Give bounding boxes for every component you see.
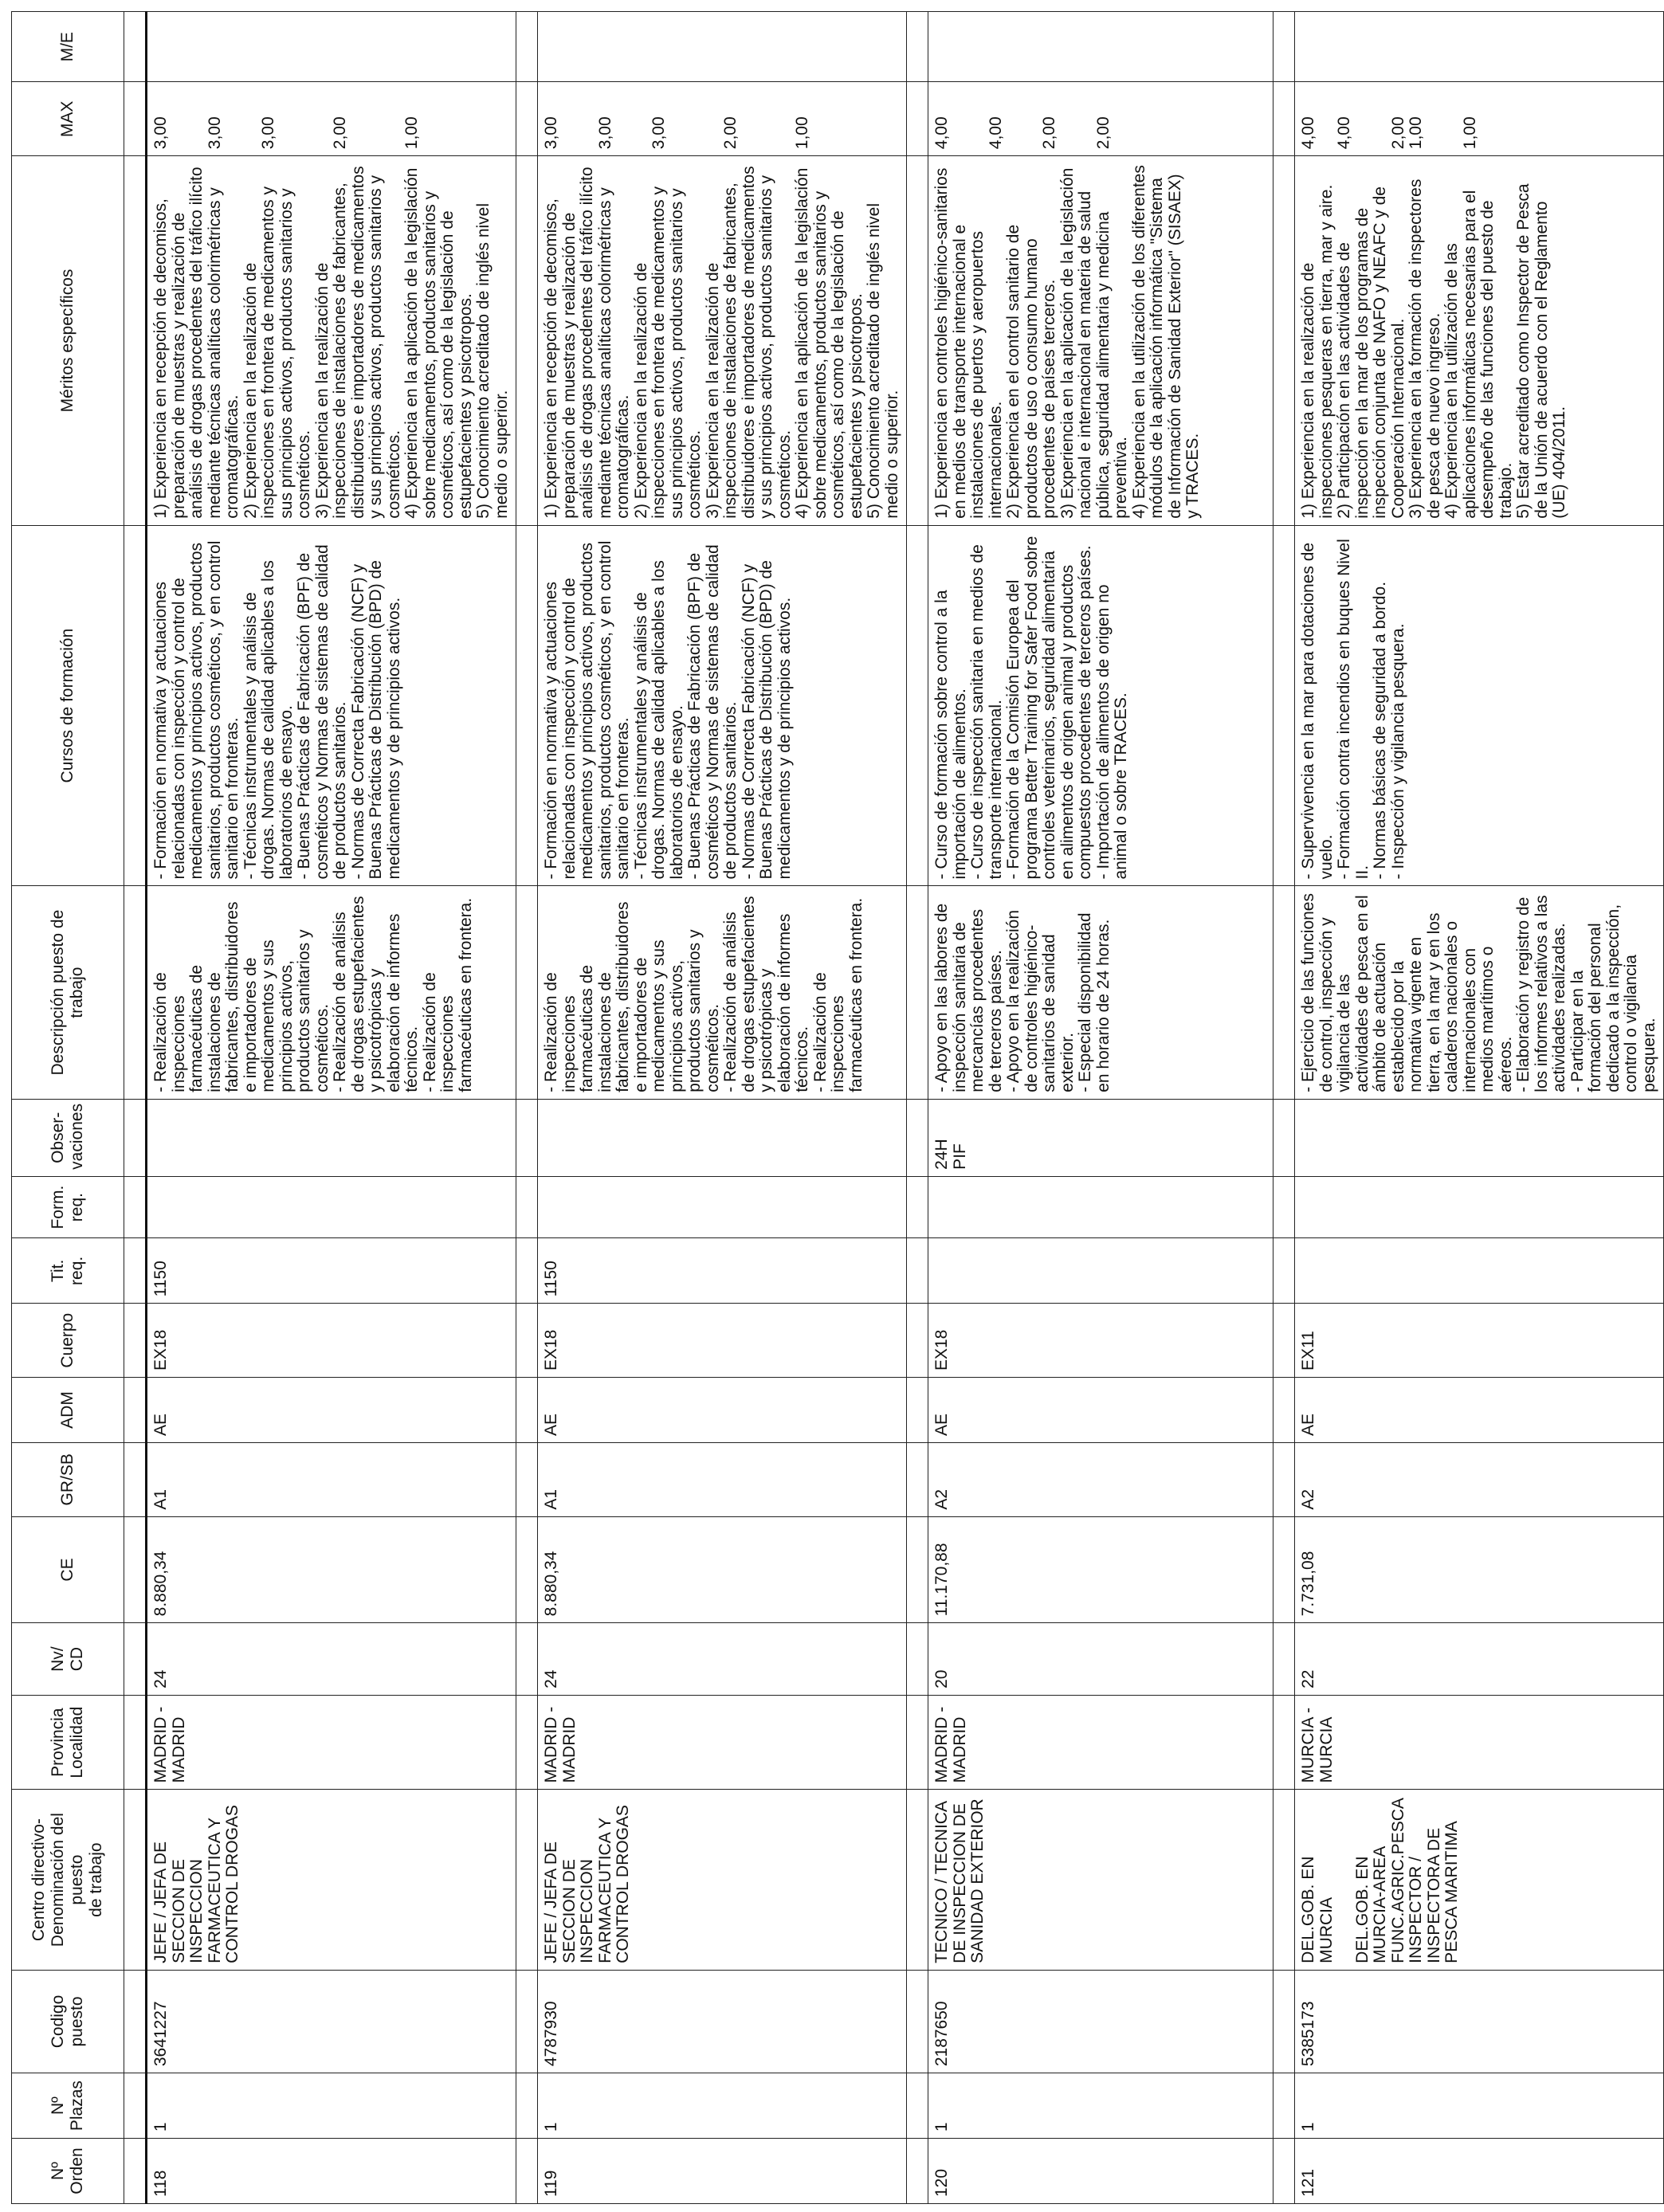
cell-codigo: 4787930: [538, 1970, 907, 2073]
cell-me: [1295, 12, 1664, 83]
table-row: [928, 12, 1274, 2204]
cell-cuerpo: EX18: [928, 1304, 1274, 1378]
table-row: [1295, 12, 1664, 2204]
cell-descripcion: - Realización de inspecciones farmacéuticas de instalaciones de fabricantes, distribuidores e importadores de medicamentos y sus principios activos, productos sanitarios y cosméticos. - Realización de análisis de drogas estupefacientes y psicotrópicas y elaboración de informes técnicos. - Realización de inspecciones farmacéuticas en frontera.: [147, 886, 516, 1099]
cell-titulacion: [1295, 1238, 1664, 1304]
header-plazas: Nº Plazas: [12, 2073, 124, 2139]
cell-me: [928, 12, 1274, 83]
header-formacion: Form. req.: [12, 1176, 124, 1238]
cell-centro: JEFE / JEFA DE SECCION DE INSPECCION FARMACEUTICA Y CONTROL DROGAS: [538, 1790, 907, 1970]
cell-ce: 11.170,88: [928, 1516, 1274, 1623]
cell-orden: 118: [147, 2139, 516, 2204]
header-provincia: Provincia Localidad: [12, 1695, 124, 1790]
header-observaciones: Obser- vaciones: [12, 1099, 124, 1176]
cell-me: [538, 12, 907, 83]
cell-plazas: 1: [147, 2073, 516, 2139]
cell-centro: JEFE / JEFA DE SECCION DE INSPECCION FARMACEUTICA Y CONTROL DROGAS: [147, 1790, 516, 1970]
header-descripcion: Descripción puesto de trabajo: [12, 886, 124, 1099]
cell-adm: AE: [538, 1378, 907, 1443]
cell-max: 4,00 4,00 2,00 2,00: [928, 82, 1274, 156]
cell-max: 3,00 3,00 3,00 2,00 1,00: [147, 82, 516, 156]
cell-titulacion: 1150: [538, 1238, 907, 1304]
cell-grupo: A2: [1295, 1442, 1664, 1516]
cell-descripcion: - Realización de inspecciones farmacéuticas de instalaciones de fabricantes, distribuidores e importadores de medicamentos y sus principios activos, productos sanitarios y cosméticos. - Realización de análisis de drogas estupefacientes y psicotrópicas y elaboración de informes técnicos. - Realización de inspecciones farmacéuticas en frontera.: [538, 886, 907, 1099]
cell-formacion: [928, 1176, 1274, 1238]
header-codigo: Codigo puesto: [12, 1970, 124, 2073]
table-row: [147, 12, 516, 2204]
cell-grupo: A1: [147, 1442, 516, 1516]
header-cursos: Cursos de formación: [12, 525, 124, 886]
cell-plazas: 1: [1295, 2073, 1664, 2139]
header-titulacion: Tit. req.: [12, 1238, 124, 1304]
cell-me: [147, 12, 516, 83]
cell-orden: 120: [928, 2139, 1274, 2204]
cell-titulacion: 1150: [147, 1238, 516, 1304]
cell-cuerpo: EX18: [147, 1304, 516, 1378]
cell-meritos: 1) Experiencia en recepción de decomisos, preparación de muestras y realización de análisis de drogas procedentes del tráfico ilícito mediante técnicas analíticas colorimétricas y cromatográficas. 2) Experiencia en la realización de inspecciones en frontera de medicamentos y sus principios activos, productos sanitarios y cosméticos. 3) Experiencia en la realización de inspecciones de instalaciones de fabricantes, distribuidores e importadores de medicamentos y sus principios activos, productos sanitarios y cosméticos. 4) Experiencia en la aplicación de la legislación sobre medicamentos, productos sanitarios y cosméticos, así como de la legislación de estupefacientes y psicotropos. 5) Conocimiento acreditado de inglés nivel medio o superior.: [538, 156, 907, 526]
header-nivel: Nv/ CD: [12, 1623, 124, 1696]
cell-provincia: MADRID - MADRID: [928, 1695, 1274, 1790]
cell-centro: DEL.GOB. EN MURCIA DEL.GOB. EN MURCIA-AREA FUNC.AGRIC.PESCA INSPECTOR / INSPECTORA DE PESCA MARITIMA: [1295, 1790, 1664, 1970]
cell-formacion: [147, 1176, 516, 1238]
cell-provincia: MADRID - MADRID: [147, 1695, 516, 1790]
separator-row: [516, 12, 538, 2204]
header-meritos: Méritos específicos: [12, 156, 124, 526]
header-orden: Nº Orden: [12, 2139, 124, 2204]
header-row: [12, 12, 124, 2204]
cell-adm: AE: [147, 1378, 516, 1443]
separator-row: [907, 12, 928, 2204]
cell-provincia: MURCIA - MURCIA: [1295, 1695, 1664, 1790]
cell-orden: 119: [538, 2139, 907, 2204]
header-ce: CE: [12, 1516, 124, 1623]
header-max: MAX: [12, 82, 124, 156]
cell-meritos: 1) Experiencia en recepción de decomisos, preparación de muestras y realización de análisis de drogas procedentes del tráfico ilícito mediante técnicas analíticas colorimétricas y cromatográficas. 2) Experiencia en la realización de inspecciones en frontera de medicamentos y sus principios activos, productos sanitarios y cosméticos. 3) Experiencia en la realización de inspecciones de instalaciones de fabricantes, distribuidores e importadores de medicamentos y sus principios activos, productos sanitarios y cosméticos. 4) Experiencia en la aplicación de la legislación sobre medicamentos, productos sanitarios y cosméticos, así como de la legislación de estupefacientes y psicotropos. 5) Conocimiento acreditado de inglés nivel medio o superior.: [147, 156, 516, 526]
cell-provincia: MADRID - MADRID: [538, 1695, 907, 1790]
header-cuerpo: Cuerpo: [12, 1304, 124, 1378]
header-grupo: GR/SB: [12, 1442, 124, 1516]
cell-nivel: 24: [147, 1623, 516, 1696]
cell-observaciones: [147, 1099, 516, 1176]
cell-plazas: 1: [538, 2073, 907, 2139]
cell-grupo: A2: [928, 1442, 1274, 1516]
cell-meritos: 1) Experiencia en la realización de inspecciones pesqueras en tierra, mar y aire. 2) Participación en las actividades de inspección en la mar de los programas de inspección conjunta de NAFO y NEAFC y de Cooperación Internacional. 3) Experiencia en la formación de inspectores de pesca de nuevo ingreso. 4) Experiencia en la utilización de las aplicaciones informáticas necesarias para el desempeño de las funciones del puesto de trabajo. 5) Estar acreditado como Inspector de Pesca de la Unión de acuerdo con el Reglamento (UE) 404/2011.: [1295, 156, 1664, 526]
cell-adm: AE: [1295, 1378, 1664, 1443]
cell-formacion: [538, 1176, 907, 1238]
cell-observaciones: 24H PIF: [928, 1099, 1274, 1176]
cell-descripcion: - Ejercicio de las funciones de control, inspección y vigilancia de las actividades de pesca en el ámbito de actuación establecido por la normativa vigente en tierra, en la mar y en los caladeros nacionales o internacionales con medios marítimos o aéreos. - Elaboración y registro de los informes relativos a las actividades realizadas. - Participar en la formación del personal dedicado a la inspección, control o vigilancia pesquera.: [1295, 886, 1664, 1099]
cell-max: 3,00 3,00 3,00 2,00 1,00: [538, 82, 907, 156]
cell-descripcion: - Apoyo en las labores de inspección sanitaria de mercancías procedentes de terceros países. - Apoyo en la realización de controles higiénico-sanitarios de sanidad exterior. - Especial disponibilidad en horario de 24 horas.: [928, 886, 1274, 1099]
cell-codigo: 5385173: [1295, 1970, 1664, 2073]
table-row: [538, 12, 907, 2204]
cell-adm: AE: [928, 1378, 1274, 1443]
header-centro: Centro directivo- Denominación del puesto de trabajo: [12, 1790, 124, 1970]
cell-cuerpo: EX18: [538, 1304, 907, 1378]
cell-centro: TECNICO / TECNICA DE INSPECCION DE SANIDAD EXTERIOR: [928, 1790, 1274, 1970]
cell-nivel: 20: [928, 1623, 1274, 1696]
header-me: M/E: [12, 12, 124, 83]
cell-plazas: 1: [928, 2073, 1274, 2139]
cell-formacion: [1295, 1176, 1664, 1238]
cell-grupo: A1: [538, 1442, 907, 1516]
cell-meritos: 1) Experiencia en controles higiénico-sanitarios en medios de transporte internacional e instalaciones de puertos y aeropuertos internacionales. 2) Experiencia en el control sanitario de productos de uso o consumo humano procedentes de países terceros. 3) Experiencia en la aplicación de la legislación nacional e internacional en materia de salud pública, seguridad alimentaria y medicina preventiva. 4) Experiencia en la utilización de los diferentes módulos de la aplicación informática "Sistema de Información de Sanidad Exterior" (SISAEX) y TRACES.: [928, 156, 1274, 526]
cell-max: 4,00 4,00 2,00 1,00 1,00: [1295, 82, 1664, 156]
cell-orden: 121: [1295, 2139, 1664, 2204]
cell-nivel: 24: [538, 1623, 907, 1696]
cell-observaciones: [1295, 1099, 1664, 1176]
cell-cursos: - Formación en normativa y actuaciones relacionadas con inspección y control de medicamentos y principios activos, productos sanitarios, productos cosméticos, y en control sanitario en fronteras. - Técnicas instrumentales y análisis de drogas. Normas de calidad aplicables a los laboratorios de ensayo. - Buenas Prácticas de Fabricación (BPF) de cosméticos y Normas de sistemas de calidad de productos sanitarios. - Normas de Correcta Fabricación (NCF) y Buenas Prácticas de Distribución (BPD) de medicamentos y de principios activos.: [538, 525, 907, 886]
cell-codigo: 2187650: [928, 1970, 1274, 2073]
cell-titulacion: [928, 1238, 1274, 1304]
separator-row: [1274, 12, 1295, 2204]
cell-cuerpo: EX11: [1295, 1304, 1664, 1378]
cell-cursos: - Curso de formación sobre control a la importación de alimentos. - Curso de inspección sanitaria en medios de transporte internacional. - Formación de la Comisión Europea del programa Better Training for Safer Food sobre controles veterinarios, seguridad alimentaria en alimentos de origen animal y productos compuestos procedentes de terceros países. - Importación de alimentos de origen no animal o sobre TRACES.: [928, 525, 1274, 886]
job-positions-table: [11, 11, 1664, 2204]
separator-row: [124, 12, 147, 2204]
cell-cursos: - Supervivencia en la mar para dotaciones de vuelo. - Formación contra incendios en buques Nivel II. - Normas básicas de seguridad a bordo. - Inspección y vigilancia pesquera.: [1295, 525, 1664, 886]
cell-observaciones: [538, 1099, 907, 1176]
cell-ce: 8.880,34: [147, 1516, 516, 1623]
cell-ce: 7.731,08: [1295, 1516, 1664, 1623]
cell-cursos: - Formación en normativa y actuaciones relacionadas con inspección y control de medicamentos y principios activos, productos sanitarios, productos cosméticos, y en control sanitario en fronteras. - Técnicas instrumentales y análisis de drogas. Normas de calidad aplicables a los laboratorios de ensayo. - Buenas Prácticas de Fabricación (BPF) de cosméticos y Normas de sistemas de calidad de productos sanitarios. - Normas de Correcta Fabricación (NCF) y Buenas Prácticas de Distribución (BPD) de medicamentos y de principios activos.: [147, 525, 516, 886]
cell-codigo: 3641227: [147, 1970, 516, 2073]
cell-ce: 8.880,34: [538, 1516, 907, 1623]
cell-nivel: 22: [1295, 1623, 1664, 1696]
header-adm: ADM: [12, 1378, 124, 1443]
